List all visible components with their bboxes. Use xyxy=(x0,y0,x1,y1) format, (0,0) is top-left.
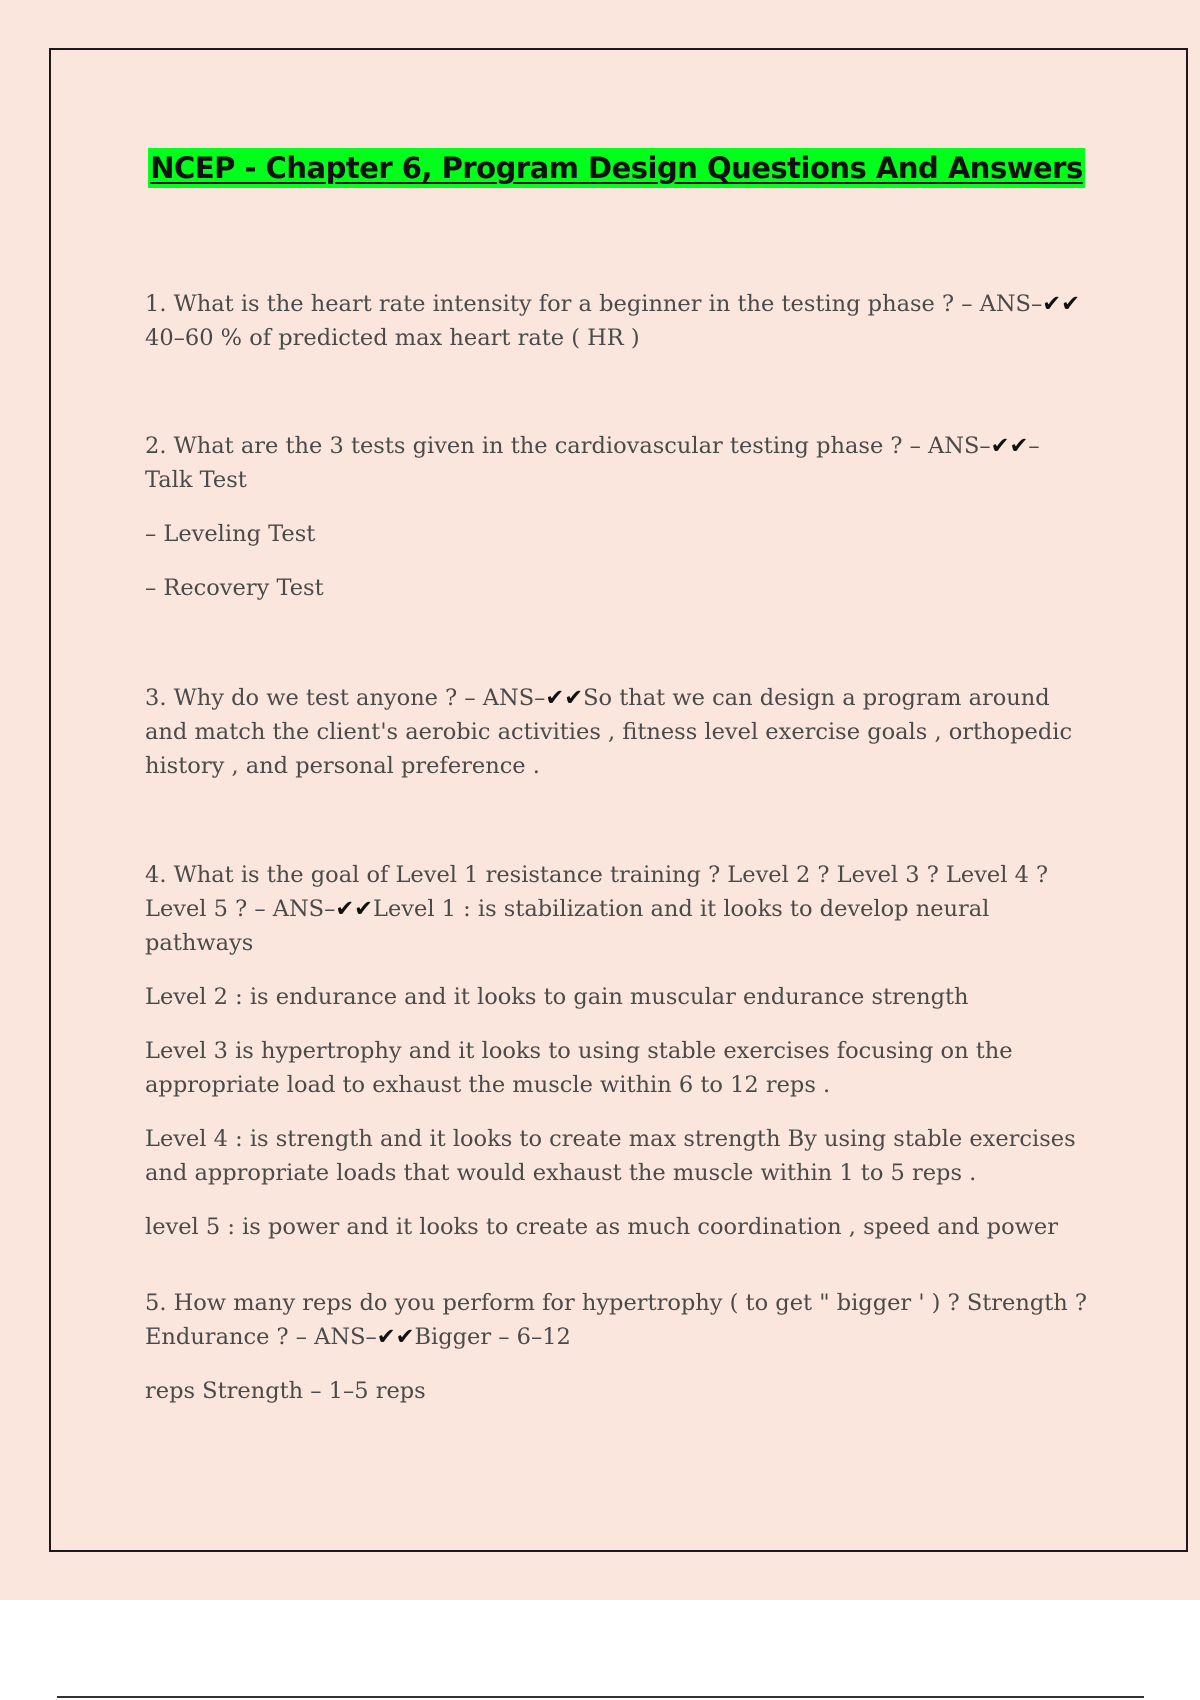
document-title: NCEP - Chapter 6, Program Design Questions And Answers xyxy=(148,148,1084,188)
answer-line: – Recovery Test xyxy=(145,575,324,601)
footer-rule xyxy=(57,1696,1144,1698)
question-text xyxy=(145,429,1090,497)
question-label: 4. What is the goal of Level 1 resistance training ? Level 2 ? Level 3 ? Level 4 ? Level 5 ? – ANS– xyxy=(145,862,1049,922)
answer-line: reps Strength – 1–5 reps xyxy=(145,1378,426,1404)
question-text xyxy=(145,287,1090,355)
question-label: 5. How many reps do you perform for hypertrophy ( to get " bigger ' ) ? Strength ? Endurance ? – ANS– xyxy=(145,1290,1087,1350)
answer-text: So that we can design a program around and match the client's aerobic activities , fitness level exercise goals , orthopedic history , and personal preference . xyxy=(145,685,1073,779)
answer-text: Bigger – 6–12 xyxy=(414,1324,571,1350)
answer-line: Level 3 is hypertrophy and it looks to using stable exercises focusing on the appropriate load to exhaust the muscle within 6 to 12 reps . xyxy=(145,1038,1013,1098)
answer-line: Level 2 : is endurance and it looks to gain muscular endurance strength xyxy=(145,984,969,1010)
checkmark-icon: ✔✔ xyxy=(376,1324,415,1350)
qa-item-5 xyxy=(145,1286,1090,1408)
question-text xyxy=(145,1286,1090,1354)
answer-line: level 5 : is power and it looks to create as much coordination , speed and power xyxy=(145,1214,1058,1240)
question-text xyxy=(145,681,1090,783)
question-label: 2. What are the 3 tests given in the cardiovascular testing phase ? – ANS– xyxy=(145,433,991,459)
question-text xyxy=(145,858,1090,960)
checkmark-icon: ✔✔ xyxy=(335,896,374,922)
checkmark-icon: ✔✔ xyxy=(545,685,584,711)
qa-item-3 xyxy=(145,681,1090,783)
question-label: 1. What is the heart rate intensity for a beginner in the testing phase ? – ANS– xyxy=(145,291,1043,317)
title-container xyxy=(0,148,1200,188)
qa-item-4 xyxy=(145,858,1090,1244)
answer-text: 40–60 % of predicted max heart rate ( HR ) xyxy=(145,325,640,351)
answer-line: – Leveling Test xyxy=(145,521,316,547)
question-label: 3. Why do we test anyone ? – ANS– xyxy=(145,685,546,711)
answer-text: Level 1 : is stabilization and it looks to develop neural pathways xyxy=(145,896,990,956)
answer-text: – Talk Test xyxy=(145,433,1040,493)
answer-line: Level 4 : is strength and it looks to create max strength By using stable exercises and appropriate loads that would exhaust the muscle within 1 to 5 reps . xyxy=(145,1126,1076,1186)
qa-item-1 xyxy=(145,287,1090,355)
qa-item-2 xyxy=(145,429,1090,605)
checkmark-icon: ✔✔ xyxy=(990,433,1029,459)
checkmark-icon: ✔✔ xyxy=(1042,291,1080,317)
